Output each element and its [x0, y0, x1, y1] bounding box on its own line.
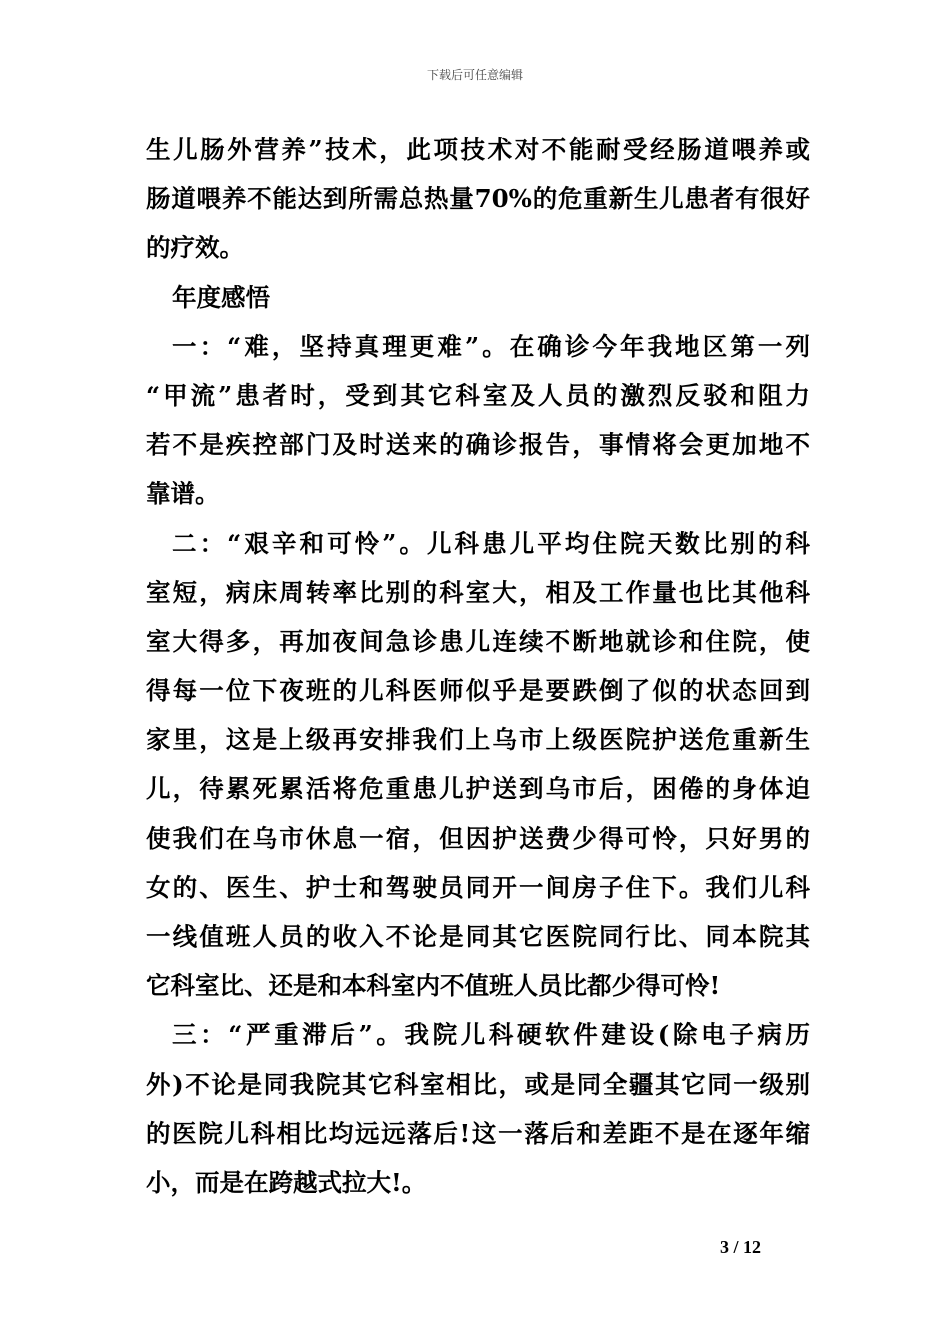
text-line: 使我们在乌市休息一宿，但因护送费少得可怜，只好男的 — [146, 823, 810, 853]
text-line: “甲流”患者时，受到其它科室及人员的激烈反驳和阻力 — [146, 380, 810, 410]
text-line: 三：“严重滞后”。我院儿科硬软件建设(除电子病历 — [172, 1020, 810, 1050]
text-line: 一线值班人员的收入不论是同其它医院同行比、同本院其 — [146, 922, 810, 951]
text-line: 若不是疾控部门及时送来的确诊报告，事情将会更加地不 — [146, 430, 810, 460]
page-header: 下载后可任意编辑 — [426, 68, 523, 82]
text-line: 外)不论是同我院其它科室相比，或是同全疆其它同一级别 — [146, 1069, 810, 1099]
text-line: 室大得多，再加夜间急诊患儿连续不断地就诊和住院，使 — [146, 626, 810, 656]
text-line: 的疗效。 — [146, 233, 244, 263]
text-line: 室短，病床周转率比别的科室大，相及工作量也比其他科 — [146, 577, 810, 607]
text-line: 家里，这是上级再安排我们上乌市上级医院护送危重新生 — [146, 725, 810, 755]
text-line: 儿，待累死累活将危重患儿护送到乌市后，困倦的身体迫 — [146, 774, 810, 804]
text-line: 它科室比、还是和本科室内不值班人员比都少得可怜! — [146, 971, 721, 1001]
text-line: 肠道喂养不能达到所需总热量70%的危重新生儿患者有很好 — [146, 184, 810, 214]
text-line: 靠谱。 — [146, 479, 220, 509]
text-line: 得每一位下夜班的儿科医师似乎是要跌倒了似的状态回到 — [146, 676, 810, 706]
section-heading: 年度感悟 — [172, 282, 270, 312]
text-line: 生儿肠外营养”技术，此项技术对不能耐受经肠道喂养或 — [146, 135, 810, 164]
text-line: 一：“难，坚持真理更难”。在确诊今年我地区第一列 — [172, 331, 810, 361]
text-line: 女的、医生、护士和驾驶员同开一间房子住下。我们儿科 — [146, 872, 810, 902]
text-line: 二：“艰辛和可怜”。儿科患儿平均住院天数比别的科 — [172, 528, 810, 558]
text-line: 的医院儿科相比均远远落后!这一落后和差距不是在逐年缩 — [146, 1118, 810, 1148]
page-number: 3 / 12 — [720, 1237, 762, 1257]
text-line: 小，而是在跨越式拉大!。 — [146, 1167, 427, 1197]
document-body — [146, 125, 810, 1207]
